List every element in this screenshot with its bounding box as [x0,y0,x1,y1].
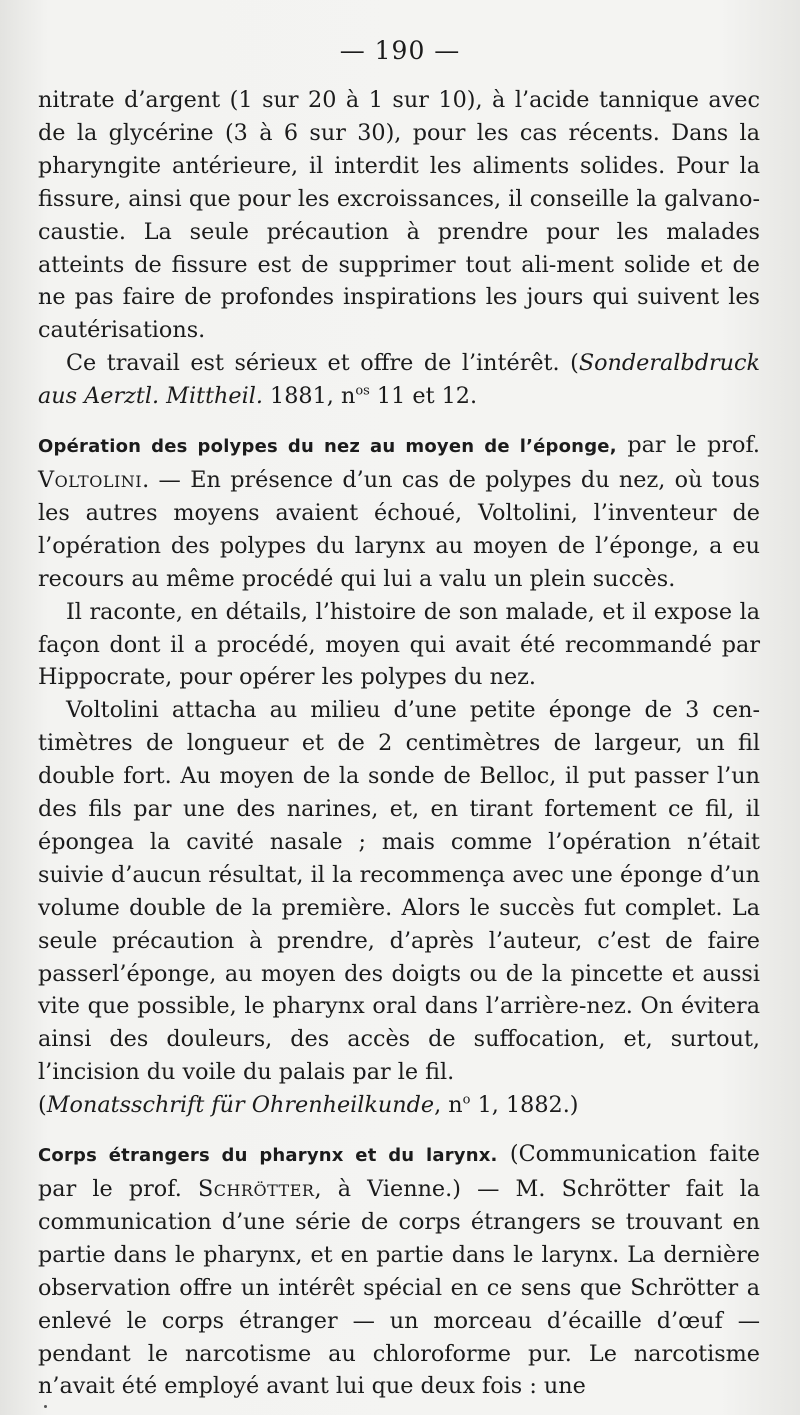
citation-mid: , n [434,1092,463,1119]
section-text: . — En présence d’un cas de polypes du nez, où tous les autres moyens avaient échoué, Voltolini, l’inventeur de l’opération des polypes du larynx au moyen de l’éponge, a eu recours au même procédé qui lui a valu un plein succès. [38,466,760,592]
ink-speck [44,1405,47,1408]
paragraph-continuation-text-end: ment solide et de ne pas faire de profondes inspirations les jours qui suivent les cautérisations. [38,251,760,344]
section-corps-etrangers [38,1138,760,1403]
paragraph-assessment [38,347,760,413]
body-text [38,84,760,1403]
paragraph-procedure: Voltolini attacha au milieu d’une petite éponge de 3 centimètres de longueur et de 2 centimètres de largeur, un fil double fort. Au moyen de la sonde de Belloc, il put passer l’un des fils par une des narines, et, en tirant fortement ce fil, il épongea la cavité nasale ; mais comme l’opération n’était suivie d’aucun résultat, il la recommença avec une éponge d’un volume double de la première. Alors le succès fut complet. La seule précaution à prendre, d’après l’auteur, c’est de faire passerl’éponge, au moyen des doigts ou de la pincette et aussi vite que possible, le pharynx oral dans l’arrière-nez. On évitera ainsi des douleurs, des accès de suffocation, et, surtout, l’incision du voile du palais par le fil. [38,697,760,1086]
section-intro: par le prof. [616,432,760,459]
citation-journal: Monatsschrift für Ohrenheilkunde [46,1092,435,1119]
paragraph-citation [38,1089,760,1122]
section-heading: Corps étrangers du pharynx et du larynx. [38,1145,498,1167]
author-name: Schrötter [197,1176,315,1202]
page-number: — 190 — [339,36,461,65]
section-intro: (Communication faite par le prof. [38,1141,760,1202]
citation-number-sup: os [355,383,370,399]
citation-number-sup: o [462,1092,471,1108]
assessment-text: Ce travail est sérieux et offre de l’intérêt. ( [66,350,579,377]
paragraph-narrative: Il raconte, en détails, l’histoire de son malade, et il expose la façon dont il a procédé, moyen qui avait été recommandé par Hippocrate, pour opérer les polypes du nez. [38,598,760,691]
citation-issue: 11 et 12. [369,383,478,410]
paragraph-continuation [38,84,760,347]
paragraph-continuation-text: nitrate d’argent (1 sur 20 à 1 sur 10), à l’acide tannique avec de la glycérine (3 à 6 sur 30), pour les cas récents. Dans la pharyngite antérieure, il interdit les aliments solides. Pour la fissure, ainsi que pour les excroissances, il conseille la galvano-caustie. La seule précaution à prendre pour les malades atteints de fissure est de supprimer tout ali- [38,87,760,278]
section-text: , à Vienne.) — M. Schrötter fait la communication d’une série de corps étrangers se trouvant en partie dans le pharynx, et en partie dans le larynx. La dernière observation offre un intérêt spécial en ce sens que Schrötter a enlevé le corps étranger — un morceau d’écaille d’œuf — pendant le narcotisme au chloroforme pur. Le narcotisme n’avait été employé avant lui que deux fois : une [38,1176,760,1400]
section-polypes-nez [38,429,760,596]
citation-journal: Sonderalbdruck aus Aerztl. Mittheil. [38,350,760,410]
citation-tail: 1, 1882.) [470,1092,579,1119]
citation-year: 1881, n [262,383,356,410]
citation-open: ( [38,1092,47,1119]
section-heading: Opération des polypes du nez au moyen de l’éponge, [38,436,617,458]
author-name: Voltolini [38,466,143,493]
